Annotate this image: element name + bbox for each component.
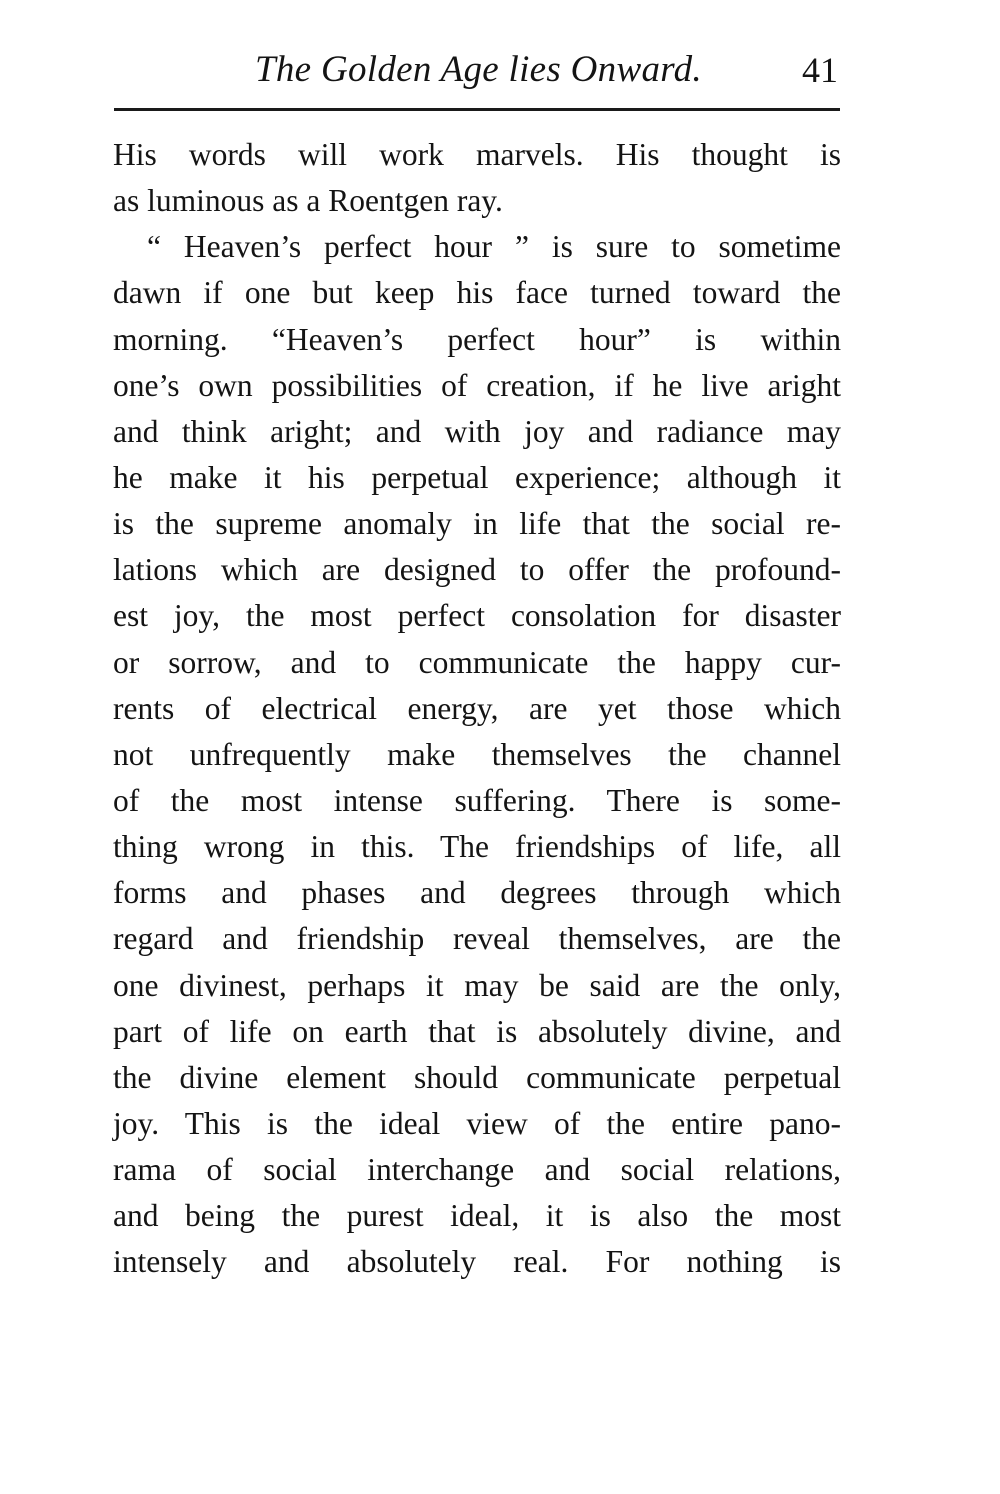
text-line: is the supreme anomaly in life that the social re- bbox=[113, 506, 841, 542]
text-line: one’s own possibilities of creation, if he live aright bbox=[113, 367, 841, 403]
running-head bbox=[112, 46, 840, 94]
body-text bbox=[113, 132, 841, 1286]
text-line: of the most intense suffering. There is some- bbox=[113, 782, 841, 818]
text-line: part of life on earth that is absolutely divine, and bbox=[113, 1013, 841, 1049]
running-title: The Golden Age lies Onward. bbox=[255, 49, 702, 90]
text-line: joy. This is the ideal view of the entire pano- bbox=[113, 1105, 841, 1141]
text-line: est joy, the most perfect consolation for disaster bbox=[113, 598, 841, 634]
text-line: rama of social interchange and social relations, bbox=[113, 1152, 841, 1188]
text-line: “ Heaven’s perfect hour ” is sure to sometime bbox=[147, 229, 841, 265]
paragraph bbox=[113, 224, 841, 1285]
text-line: dawn if one but keep his face turned toward the bbox=[113, 275, 841, 311]
text-line: and think aright; and with joy and radiance may bbox=[113, 413, 841, 449]
text-line: or sorrow, and to communicate the happy cur- bbox=[113, 644, 841, 680]
text-line: His words will work marvels. His thought is bbox=[113, 137, 841, 172]
text-line: he make it his perpetual experience; although it bbox=[113, 459, 841, 495]
text-line: thing wrong in this. The friendships of life, all bbox=[113, 829, 841, 865]
page-number: 41 bbox=[802, 50, 838, 90]
text-line: rents of electrical energy, are yet those which bbox=[113, 690, 841, 726]
header-rule bbox=[114, 108, 840, 111]
paragraph bbox=[113, 132, 841, 224]
text-line: morning. “Heaven’s perfect hour” is within bbox=[113, 321, 841, 357]
text-line: forms and phases and degrees through which bbox=[113, 875, 841, 911]
text-line: as luminous as a Roentgen ray. bbox=[113, 183, 503, 219]
text-line: lations which are designed to offer the profound- bbox=[113, 552, 841, 588]
text-line: regard and friendship reveal themselves, are the bbox=[113, 921, 841, 957]
text-line: and being the purest ideal, it is also the most bbox=[113, 1198, 841, 1234]
text-line: not unfrequently make themselves the channel bbox=[113, 736, 841, 772]
text-line: intensely and absolutely real. For nothing is bbox=[113, 1244, 841, 1280]
text-line: one divinest, perhaps it may be said are the only, bbox=[113, 967, 841, 1003]
text-line: the divine element should communicate perpetual bbox=[113, 1059, 841, 1095]
